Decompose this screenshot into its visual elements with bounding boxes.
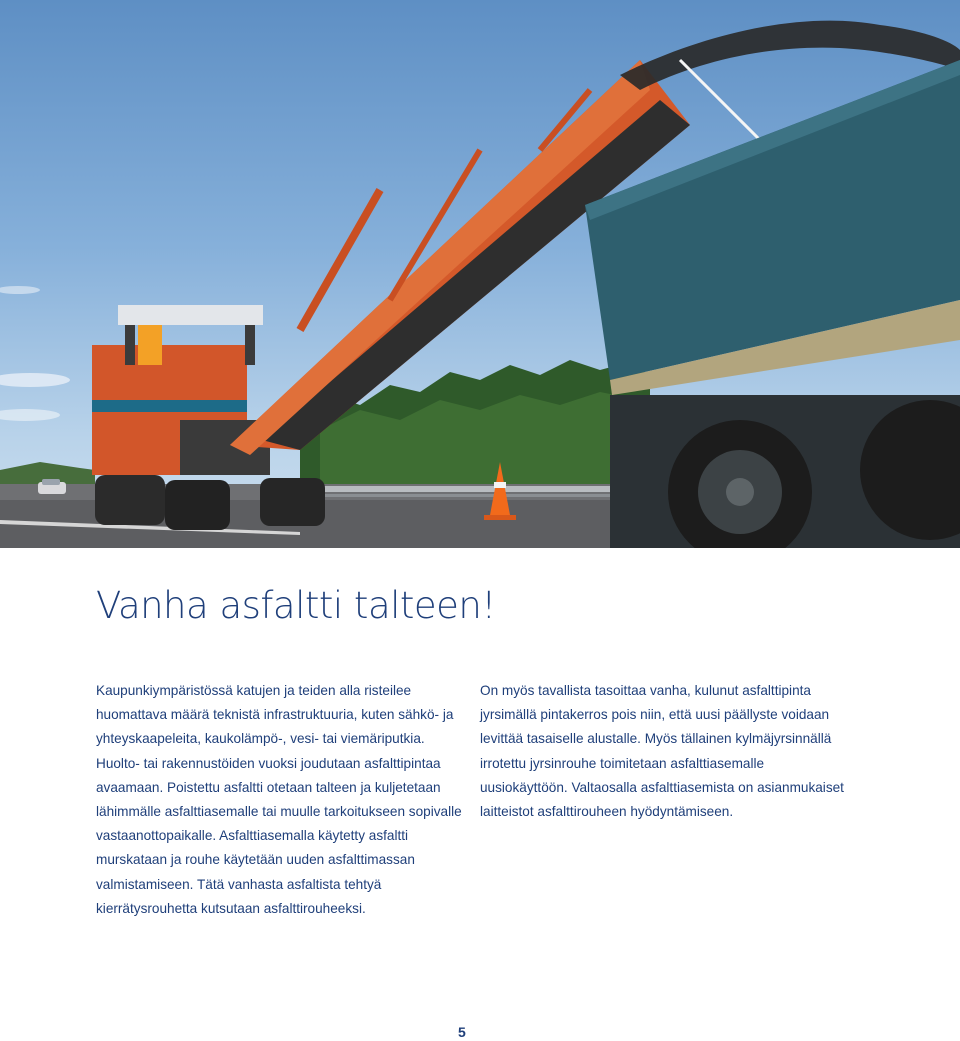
body-column-right xyxy=(480,679,850,824)
body-column-left xyxy=(96,679,466,921)
page-title: Vanha asfaltti talteen! xyxy=(96,584,496,627)
body-paragraph-right: On myös tavallista tasoittaa vanha, kulunut asfalttipinta jyrsimällä pintakerros pois niin, että uusi päällyste voidaan levittää tasaiselle alustalle. Myös tällainen kylmäjyrsinnällä irrotettu jyrsinrouhe toimitetaan asfalttiasemalle uusiokäyttöön. Valtaosalla asfalttiasemista on asianmukaiset laitteistot asfalttirouheen hyödyntämiseen. xyxy=(480,683,844,820)
page-number: 5 xyxy=(458,1024,466,1040)
body-paragraph-left: Kaupunkiympäristössä katujen ja teiden alla risteilee huomattava määrä teknistä infrastruktuuria, kuten sähkö- ja yhteyskaapeleita, kaukolämpö-, vesi- tai viemäriputkia. Huolto- tai rakennustöiden vuoksi joudutaan asfalttipintaa avaamaan. Poistettu asfaltti otetaan talteen ja kuljetetaan lähimmälle asfalttiasemalle tai muulle tarkoitukseen sopivalle vastaanottopaikalle. Asfalttiasemalla käytetty asfaltti murskataan ja rouhe käytetään uuden asfalttimassan valmistamiseen. Tätä vanhasta asfaltista tehtyä kierrätysrouhetta kutsutaan asfalttirouheeksi. xyxy=(96,683,462,916)
